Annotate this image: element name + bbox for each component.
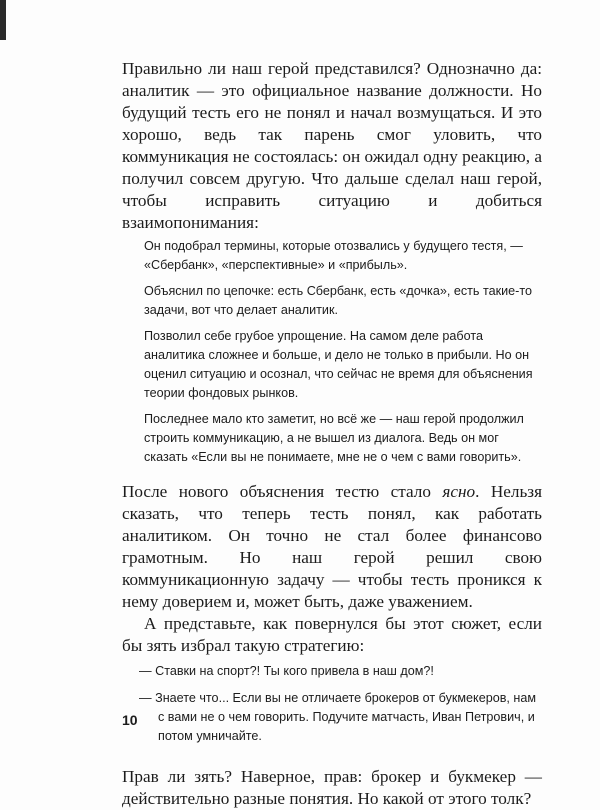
paragraph-explanation-before: После нового объяснения тестю стало: [122, 482, 443, 501]
page-edge-mark: [0, 0, 6, 40]
page-number: 10: [122, 712, 138, 728]
paragraph-intro: Правильно ли наш герой представился? Однозначно да: аналитик — это официальное название должности. Но будущий тесть его не понял и начал возмущаться. И это хорошо, ведь так парень смог уловить, что коммуникация не состоялась: он ожидал одну реакцию, а получил совсем другую. Что дальше сделал наш герой, чтобы исправить ситуацию и добиться взаимопонимания:: [122, 59, 542, 232]
list-item: Позволил себе грубое упрощение. На самом деле работа аналитика сложнее и больше, и дело не только в прибыли. Но он оценил ситуацию и осознал, что сейчас не время для объяснения теории фондовых рынков.: [144, 329, 533, 400]
paragraph-conclusion: Прав ли зять? Наверное, прав: брокер и букмекер — действительно разные понятия. Но какой от этого толк?: [122, 767, 542, 808]
paragraph-explanation-after: . Нельзя сказать, что теперь тесть понял, как работать аналитиком. Он точно не стал более финансово грамотным. Но наш герой решил свою коммуникационную задачу — чтобы тесть проникся к нему доверием и, может быть, даже уважением.: [122, 482, 542, 611]
list-item: Он подобрал термины, которые отозвались у будущего тестя, — «Сбербанк», «перспективные» и «прибыль».: [144, 239, 523, 272]
list-item: Объяснил по цепочке: есть Сбербанк, есть «дочка», есть такие-то задачи, вот что делает аналитик.: [144, 284, 532, 317]
paragraph-imagine: А представьте, как повернулся бы этот сюжет, если бы зять избрал такую стратегию:: [122, 614, 542, 655]
bullet-list: [144, 237, 542, 467]
page-content: [122, 58, 542, 810]
list-item: Последнее мало кто заметит, но всё же — наш герой продолжил строить коммуникацию, а не вышел из диалога. Ведь он мог сказать «Если вы не понимаете, мне не о чем с вами говорить».: [144, 412, 524, 464]
dialog-line: — Знаете что... Если вы не отличаете брокеров от букмекеров, нам с вами не о чем говорить. Подучите матчасть, Иван Петрович, и потом умничайте.: [139, 691, 537, 743]
paragraph-explanation: [122, 481, 542, 613]
dialog-line: — Ставки на спорт?! Ты кого привела в наш дом?!: [139, 664, 434, 678]
emphasis-word: ясно: [442, 482, 476, 501]
dialog-block: [122, 662, 542, 746]
